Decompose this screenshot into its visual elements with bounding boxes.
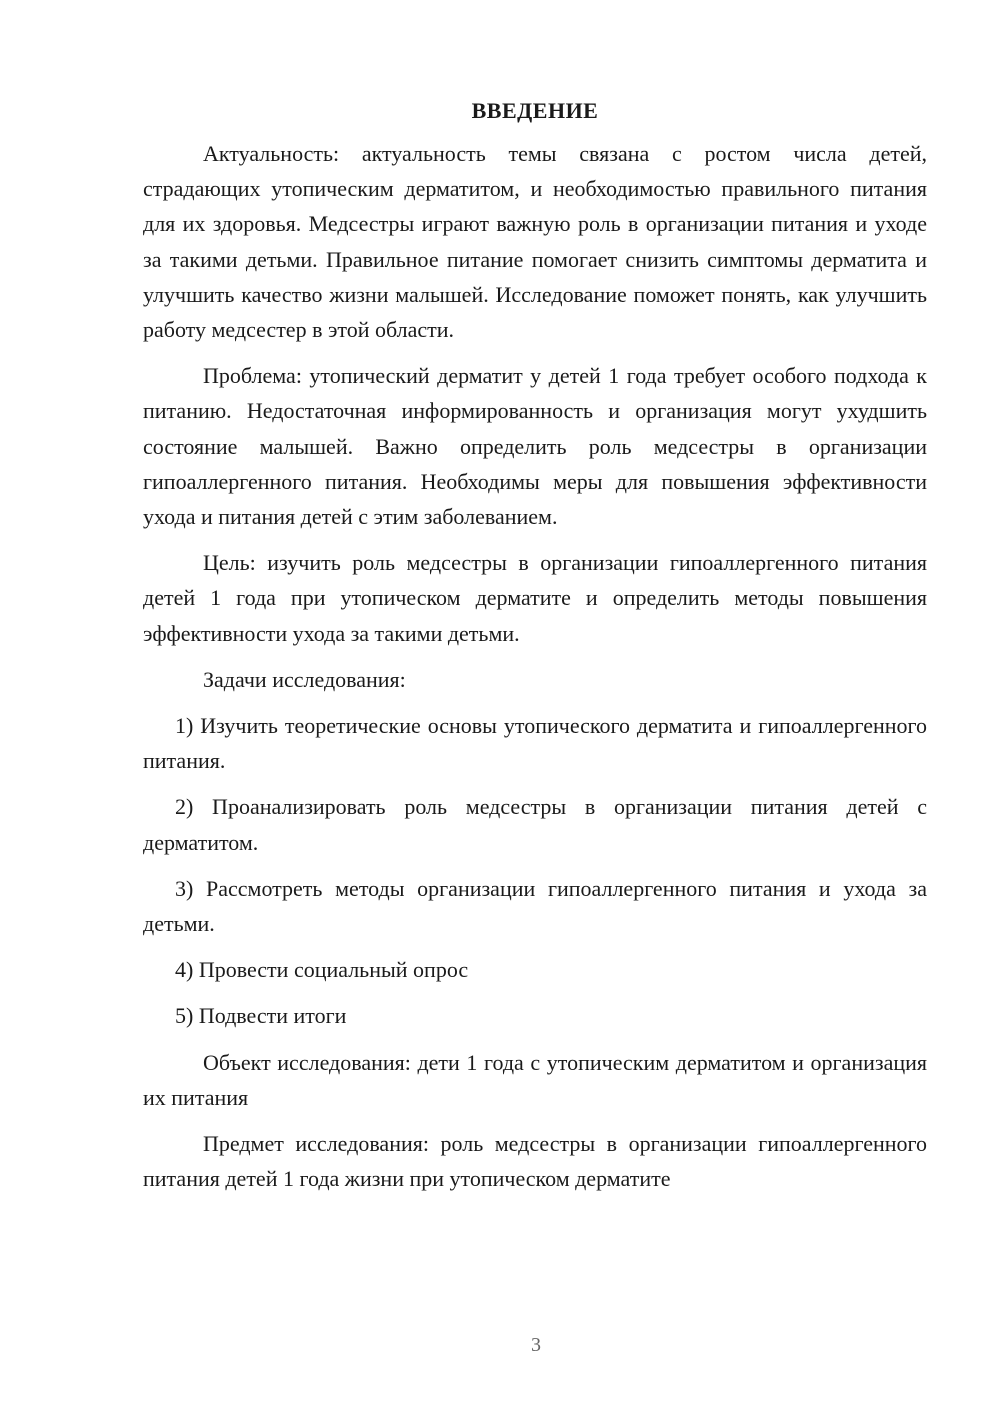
paragraph-relevance: Актуальность: актуальность темы связана с ростом числа детей, страдающих утопическим дерматитом, и необходимостью правильного питания для их здоровья. Медсестры играют важную роль в организации питания и уходе за такими детьми. Правильное питание помогает снизить симптомы дерматита и улучшить качество жизни малышей. Исследование поможет понять, как улучшить работу медсестер в этой области. bbox=[143, 141, 927, 343]
task-item-1: 1) Изучить теоретические основы утопического дерматита и гипоаллергенного питания. bbox=[143, 713, 927, 774]
paragraph-tasks-heading: Задачи исследования: bbox=[203, 666, 406, 692]
page-number: 3 bbox=[531, 1334, 541, 1356]
paragraph-subject: Предмет исследования: роль медсестры в организации гипоаллергенного питания детей 1 года жизни при утопическом дерматите bbox=[143, 1131, 927, 1192]
paragraph-problem: Проблема: утопический дерматит у детей 1 года требует особого подхода к питанию. Недостаточная информированность и организация могут ухудшить состояние малышей. Важно определить роль медсестры в организации гипоаллергенного питания. Необходимы меры для повышения эффективности ухода и питания детей с этим заболеванием. bbox=[143, 363, 927, 530]
task-item-2: 2) Проанализировать роль медсестры в организации питания детей с дерматитом. bbox=[143, 794, 927, 855]
paragraph-object: Объект исследования: дети 1 года с утопическим дерматитом и организация их питания bbox=[143, 1049, 927, 1110]
task-item-5: 5) Подвести итоги bbox=[175, 1003, 347, 1029]
page-title: ВВЕДЕНИЕ bbox=[471, 98, 599, 123]
task-item-3: 3) Рассмотреть методы организации гипоаллергенного питания и ухода за детьми. bbox=[143, 875, 927, 937]
task-item-4: 4) Провести социальный опрос bbox=[175, 957, 469, 983]
paragraph-goal: Цель: изучить роль медсестры в организации гипоаллергенного питания детей 1 года при утопическом дерматите и определить методы повышения эффективности ухода за такими детьми. bbox=[143, 550, 927, 646]
page-content bbox=[143, 98, 927, 1207]
